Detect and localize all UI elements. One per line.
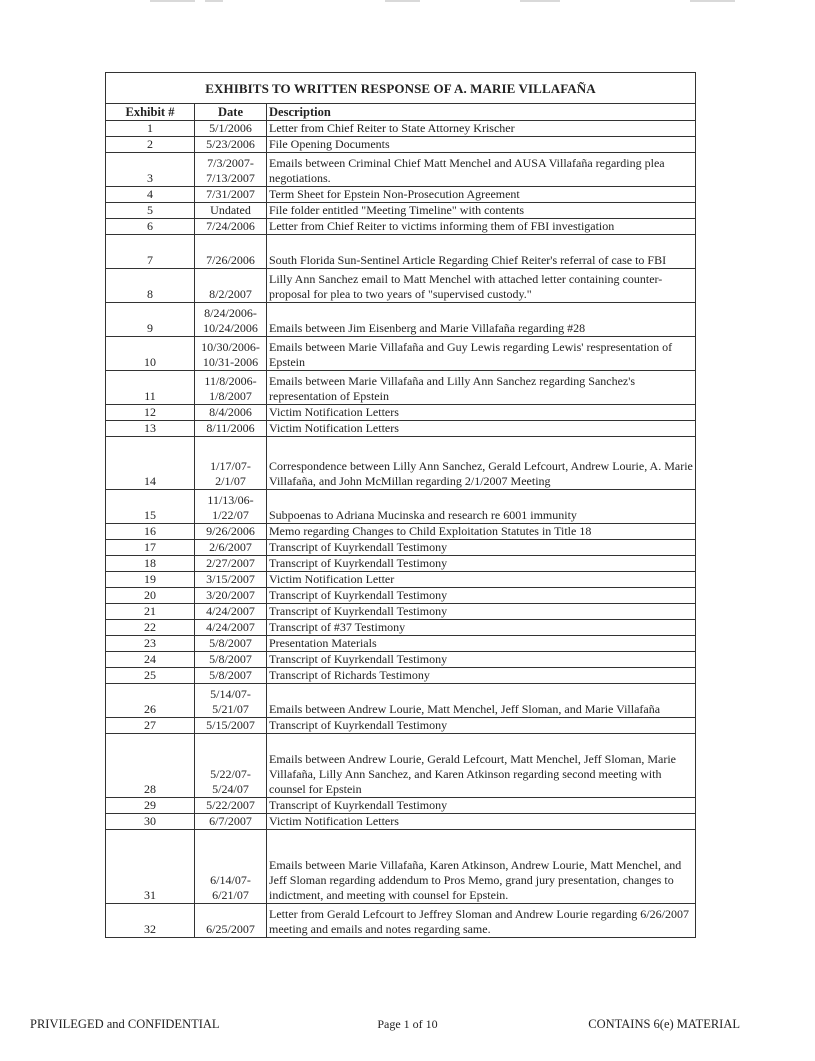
date-cell: 9/26/2006 bbox=[195, 524, 267, 540]
description-cell: Memo regarding Changes to Child Exploitation Statutes in Title 18 bbox=[267, 524, 696, 540]
table-row bbox=[106, 219, 696, 235]
table-row bbox=[106, 636, 696, 652]
date-cell: Undated bbox=[195, 203, 267, 219]
exhibit-number-cell: 11 bbox=[106, 371, 195, 405]
description-cell: Victim Notification Letters bbox=[267, 421, 696, 437]
exhibit-number-cell: 21 bbox=[106, 604, 195, 620]
table-row bbox=[106, 620, 696, 636]
table-row bbox=[106, 371, 696, 405]
exhibit-number-cell: 25 bbox=[106, 668, 195, 684]
exhibit-number-cell: 30 bbox=[106, 814, 195, 830]
exhibit-number-cell: 7 bbox=[106, 235, 195, 269]
exhibit-number-cell: 12 bbox=[106, 405, 195, 421]
description-cell: File folder entitled "Meeting Timeline" with contents bbox=[267, 203, 696, 219]
exhibit-number-cell: 17 bbox=[106, 540, 195, 556]
date-cell: 3/15/2007 bbox=[195, 572, 267, 588]
table-body bbox=[106, 121, 696, 938]
exhibit-number-cell: 26 bbox=[106, 684, 195, 718]
description-cell: Transcript of Kuyrkendall Testimony bbox=[267, 652, 696, 668]
description-cell: Presentation Materials bbox=[267, 636, 696, 652]
table-row bbox=[106, 814, 696, 830]
table-row bbox=[106, 540, 696, 556]
date-cell: 7/24/2006 bbox=[195, 219, 267, 235]
table-row bbox=[106, 121, 696, 137]
date-cell: 8/11/2006 bbox=[195, 421, 267, 437]
description-cell: Emails between Jim Eisenberg and Marie Villafaña regarding #28 bbox=[267, 303, 696, 337]
date-cell: 5/8/2007 bbox=[195, 636, 267, 652]
table-row bbox=[106, 269, 696, 303]
description-cell: Transcript of Kuyrkendall Testimony bbox=[267, 556, 696, 572]
exhibit-number-cell: 18 bbox=[106, 556, 195, 572]
exhibit-number-cell: 1 bbox=[106, 121, 195, 137]
exhibits-table bbox=[105, 72, 696, 938]
date-cell: 6/14/07- 6/21/07 bbox=[195, 830, 267, 904]
description-cell: Victim Notification Letters bbox=[267, 814, 696, 830]
scan-mark bbox=[150, 0, 195, 2]
date-cell: 11/8/2006- 1/8/2007 bbox=[195, 371, 267, 405]
table-row bbox=[106, 337, 696, 371]
table-row bbox=[106, 830, 696, 904]
date-cell: 8/4/2006 bbox=[195, 405, 267, 421]
date-cell: 11/13/06- 1/22/07 bbox=[195, 490, 267, 524]
exhibit-number-cell: 10 bbox=[106, 337, 195, 371]
description-cell: Lilly Ann Sanchez email to Matt Menchel with attached letter containing counter-proposal for plea to two years of "supervised custody." bbox=[267, 269, 696, 303]
table-row bbox=[106, 684, 696, 718]
description-cell: Subpoenas to Adriana Mucinska and research re 6001 immunity bbox=[267, 490, 696, 524]
scan-mark bbox=[205, 0, 223, 2]
date-cell: 10/30/2006- 10/31-2006 bbox=[195, 337, 267, 371]
date-cell: 6/25/2007 bbox=[195, 904, 267, 938]
scan-mark bbox=[385, 0, 420, 2]
date-cell: 5/1/2006 bbox=[195, 121, 267, 137]
table-row bbox=[106, 904, 696, 938]
date-cell: 7/31/2007 bbox=[195, 187, 267, 203]
table-row bbox=[106, 203, 696, 219]
date-cell: 5/22/2007 bbox=[195, 798, 267, 814]
description-cell: Emails between Andrew Lourie, Gerald Lefcourt, Matt Menchel, Jeff Sloman, Marie Villafaña, Lilly Ann Sanchez, and Karen Atkinson regarding second meeting with counsel for Epstein bbox=[267, 734, 696, 798]
description-cell: Emails between Marie Villafaña and Lilly Ann Sanchez regarding Sanchez's representation of Epstein bbox=[267, 371, 696, 405]
table-row bbox=[106, 405, 696, 421]
description-cell: File Opening Documents bbox=[267, 137, 696, 153]
table-row bbox=[106, 490, 696, 524]
description-cell: Letter from Chief Reiter to State Attorney Krischer bbox=[267, 121, 696, 137]
exhibit-number-cell: 28 bbox=[106, 734, 195, 798]
table-row bbox=[106, 556, 696, 572]
exhibit-number-cell: 24 bbox=[106, 652, 195, 668]
date-cell: 5/14/07- 5/21/07 bbox=[195, 684, 267, 718]
date-cell: 3/20/2007 bbox=[195, 588, 267, 604]
description-cell: Term Sheet for Epstein Non-Prosecution Agreement bbox=[267, 187, 696, 203]
exhibit-number-cell: 8 bbox=[106, 269, 195, 303]
exhibit-number-cell: 2 bbox=[106, 137, 195, 153]
description-cell: Transcript of Kuyrkendall Testimony bbox=[267, 540, 696, 556]
description-cell: Transcript of Richards Testimony bbox=[267, 668, 696, 684]
table-row bbox=[106, 421, 696, 437]
table-row bbox=[106, 524, 696, 540]
description-cell: Letter from Chief Reiter to victims informing them of FBI investigation bbox=[267, 219, 696, 235]
exhibit-number-cell: 19 bbox=[106, 572, 195, 588]
description-cell: Transcript of Kuyrkendall Testimony bbox=[267, 604, 696, 620]
date-cell: 5/15/2007 bbox=[195, 718, 267, 734]
exhibit-number-cell: 13 bbox=[106, 421, 195, 437]
description-cell: South Florida Sun-Sentinel Article Regarding Chief Reiter's referral of case to FBI bbox=[267, 235, 696, 269]
exhibit-number-cell: 22 bbox=[106, 620, 195, 636]
table-row bbox=[106, 734, 696, 798]
description-cell: Emails between Andrew Lourie, Matt Menchel, Jeff Sloman, and Marie Villafaña bbox=[267, 684, 696, 718]
exhibit-number-cell: 27 bbox=[106, 718, 195, 734]
column-header-date: Date bbox=[195, 104, 267, 121]
exhibit-number-cell: 15 bbox=[106, 490, 195, 524]
exhibit-number-cell: 23 bbox=[106, 636, 195, 652]
description-cell: Emails between Marie Villafaña, Karen Atkinson, Andrew Lourie, Matt Menchel, and Jeff Sloman regarding addendum to Pros Memo, grand jury presentation, changes to indictment, and meeting with counsel for Epstein. bbox=[267, 830, 696, 904]
description-cell: Transcript of Kuyrkendall Testimony bbox=[267, 588, 696, 604]
exhibit-number-cell: 14 bbox=[106, 437, 195, 490]
column-header-description: Description bbox=[267, 104, 696, 121]
scan-mark bbox=[690, 0, 735, 2]
date-cell: 7/26/2006 bbox=[195, 235, 267, 269]
description-cell: Letter from Gerald Lefcourt to Jeffrey Sloman and Andrew Lourie regarding 6/26/2007 meeting and emails and notes regarding same. bbox=[267, 904, 696, 938]
date-cell: 1/17/07- 2/1/07 bbox=[195, 437, 267, 490]
table-row bbox=[106, 187, 696, 203]
description-cell: Transcript of Kuyrkendall Testimony bbox=[267, 718, 696, 734]
exhibit-number-cell: 4 bbox=[106, 187, 195, 203]
description-cell: Victim Notification Letter bbox=[267, 572, 696, 588]
description-cell: Victim Notification Letters bbox=[267, 405, 696, 421]
exhibit-number-cell: 3 bbox=[106, 153, 195, 187]
table-row bbox=[106, 437, 696, 490]
exhibit-number-cell: 16 bbox=[106, 524, 195, 540]
date-cell: 5/8/2007 bbox=[195, 668, 267, 684]
table-row bbox=[106, 668, 696, 684]
exhibit-number-cell: 29 bbox=[106, 798, 195, 814]
table-row bbox=[106, 604, 696, 620]
scan-mark bbox=[520, 0, 560, 2]
date-cell: 4/24/2007 bbox=[195, 620, 267, 636]
description-cell: Emails between Criminal Chief Matt Menchel and AUSA Villafaña regarding plea negotiations. bbox=[267, 153, 696, 187]
column-header-exhibit: Exhibit # bbox=[106, 104, 195, 121]
footer-privileged: PRIVILEGED and CONFIDENTIAL bbox=[30, 1017, 220, 1031]
table-row bbox=[106, 798, 696, 814]
footer-6e-notice: CONTAINS 6(e) MATERIAL bbox=[588, 1017, 740, 1031]
date-cell: 5/23/2006 bbox=[195, 137, 267, 153]
description-cell: Transcript of Kuyrkendall Testimony bbox=[267, 798, 696, 814]
table-row bbox=[106, 303, 696, 337]
table-row bbox=[106, 153, 696, 187]
footer-page-number: Page 1 of 10 bbox=[377, 1017, 438, 1031]
table-row bbox=[106, 718, 696, 734]
date-cell: 8/2/2007 bbox=[195, 269, 267, 303]
column-header-row bbox=[106, 104, 696, 121]
exhibit-number-cell: 20 bbox=[106, 588, 195, 604]
description-cell: Transcript of #37 Testimony bbox=[267, 620, 696, 636]
date-cell: 4/24/2007 bbox=[195, 604, 267, 620]
table-title: EXHIBITS TO WRITTEN RESPONSE OF A. MARIE VILLAFAÑA bbox=[106, 73, 696, 104]
table-title-row bbox=[106, 73, 696, 104]
table-row bbox=[106, 572, 696, 588]
exhibit-number-cell: 9 bbox=[106, 303, 195, 337]
date-cell: 7/3/2007- 7/13/2007 bbox=[195, 153, 267, 187]
date-cell: 5/22/07- 5/24/07 bbox=[195, 734, 267, 798]
date-cell: 6/7/2007 bbox=[195, 814, 267, 830]
table-row bbox=[106, 137, 696, 153]
exhibit-number-cell: 32 bbox=[106, 904, 195, 938]
description-cell: Correspondence between Lilly Ann Sanchez, Gerald Lefcourt, Andrew Lourie, A. Marie Villafaña, and John McMillan regarding 2/1/2007 Meeting bbox=[267, 437, 696, 490]
date-cell: 8/24/2006- 10/24/2006 bbox=[195, 303, 267, 337]
table-row bbox=[106, 235, 696, 269]
exhibit-number-cell: 31 bbox=[106, 830, 195, 904]
exhibit-number-cell: 6 bbox=[106, 219, 195, 235]
scan-edge-marks bbox=[0, 0, 815, 4]
date-cell: 2/6/2007 bbox=[195, 540, 267, 556]
exhibit-number-cell: 5 bbox=[106, 203, 195, 219]
date-cell: 5/8/2007 bbox=[195, 652, 267, 668]
date-cell: 2/27/2007 bbox=[195, 556, 267, 572]
table-row bbox=[106, 652, 696, 668]
description-cell: Emails between Marie Villafaña and Guy Lewis regarding Lewis' respresentation of Epstein bbox=[267, 337, 696, 371]
table-row bbox=[106, 588, 696, 604]
